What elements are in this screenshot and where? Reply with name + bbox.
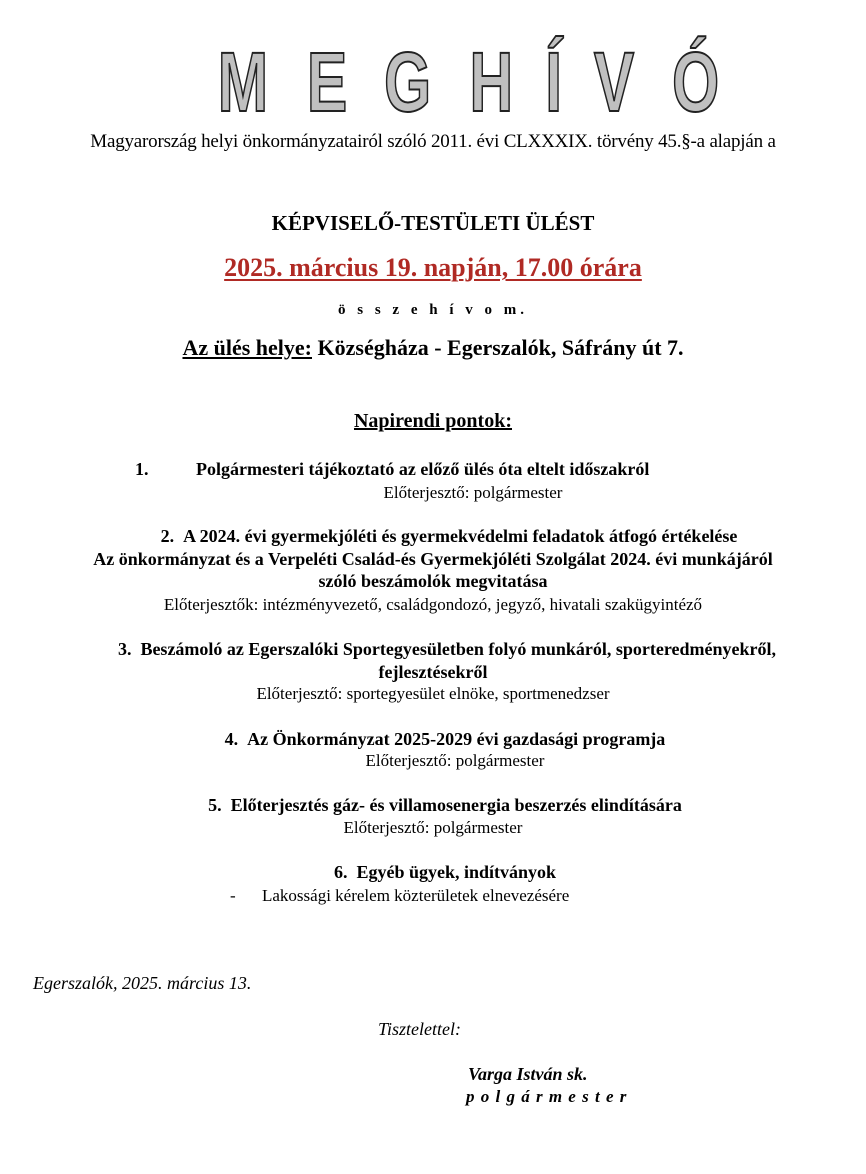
closing-greeting: Tisztelettel:	[378, 1019, 461, 1039]
summon-text: ö s s z e h í v o m.	[338, 302, 528, 318]
meeting-type-heading: KÉPVISELŐ-TESTÜLETI ÜLÉST	[271, 211, 595, 235]
title-letter: H	[469, 35, 514, 129]
title-letter: E	[306, 35, 347, 129]
meeting-datetime: 2025. március 19. napján, 17.00 órára	[224, 253, 642, 282]
agenda-item-title-text: A 2024. évi gyermekjóléti és gyermekvédelmi feladatok átfogó értékelése	[183, 526, 738, 546]
title-letter: Ó	[671, 35, 719, 129]
venue-value: Községháza - Egerszalók, Sáfrány út 7.	[312, 335, 684, 360]
signer-title: p o l g á r m e s t e r	[466, 1087, 628, 1106]
agenda-item-title-cont: fejlesztésekről	[378, 662, 488, 682]
agenda-item-presenter: Előterjesztő: sportegyesület elnöke, sportmenedzser	[256, 684, 610, 703]
agenda-item-title-text: Egyéb ügyek, indítványok	[356, 862, 557, 882]
place-date: Egerszalók, 2025. március 13.	[33, 973, 252, 993]
signer-name: Varga István sk.	[468, 1064, 588, 1084]
agenda-item-subtitle: szóló beszámolók megvitatása	[318, 571, 548, 591]
agenda-item-number: 3.	[117, 639, 132, 659]
agenda-item-number: 6.	[333, 862, 348, 882]
title-letter: V	[593, 35, 635, 129]
agenda-item-title	[12, 728, 866, 750]
title-letter: Í	[545, 35, 563, 129]
agenda-item-number: 5.	[208, 795, 222, 815]
agenda-item-presenter: Előterjesztő: polgármester	[343, 818, 523, 837]
title-letter: M	[217, 35, 269, 129]
agenda-item-presenter: Előterjesztők: intézményvezető, családgondozó, jegyző, hivatali szakügyintéző	[163, 595, 703, 614]
agenda-item-presenter: Előterjesztő: polgármester	[365, 751, 545, 770]
venue	[0, 335, 866, 361]
agenda-item-number: 2.	[160, 526, 175, 546]
agenda-item-title-text: Előterjesztés gáz- és villamosenergia beszerzés elindítására	[230, 795, 682, 815]
agenda-item-title	[16, 525, 866, 547]
agenda-item-title	[12, 794, 866, 816]
bullet-marker: -	[230, 886, 236, 905]
agenda-sub-bullet: Lakossági kérelem közterületek elnevezésére	[262, 886, 570, 905]
document-title	[208, 35, 728, 129]
agenda-item-title	[12, 861, 866, 883]
agenda-item-title: Polgármesteri tájékoztató az előző ülés óta eltelt időszakról	[196, 459, 650, 479]
venue-label: Az ülés helye:	[182, 335, 312, 360]
agenda-item-number: 4.	[224, 729, 239, 749]
title-letter: G	[384, 35, 432, 129]
agenda-heading: Napirendi pontok:	[353, 410, 512, 432]
agenda-item-presenter: Előterjesztő: polgármester	[383, 483, 563, 502]
legal-basis: Magyarország helyi önkormányzatairól szóló 2011. évi CLXXXIX. törvény 45.§-a alapján a	[90, 131, 776, 152]
agenda-item-title-text: Beszámoló az Egerszalóki Sportegyesületben folyó munkáról, sporteredményekről,	[140, 639, 777, 659]
agenda-item-subtitle: Az önkormányzat és a Verpeléti Család-és Gyermekjóléti Szolgálat 2024. évi munkájáról	[93, 549, 773, 569]
agenda-item-number: 1.	[135, 459, 149, 479]
agenda-item-title	[14, 638, 866, 660]
agenda-item-title-text: Az Önkormányzat 2025-2029 évi gazdasági programja	[247, 729, 666, 749]
